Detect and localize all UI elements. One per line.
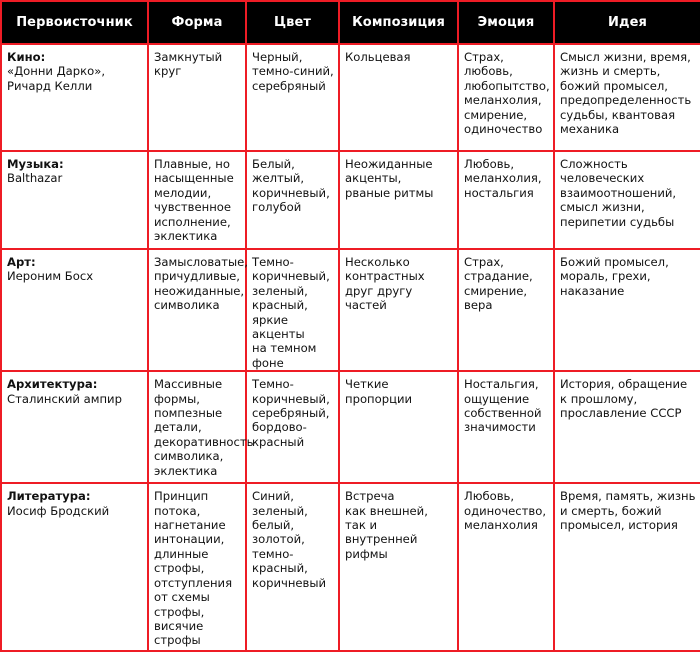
cell-color: Синий, зеленый, белый, золотой, темно- красный, коричневый: [246, 483, 339, 651]
cell-idea: История, обращение к прошлому, прославление СССР: [554, 371, 700, 483]
header-form: Форма: [148, 1, 246, 44]
source-category: Кино:: [7, 50, 46, 64]
source-category: Арт:: [7, 255, 36, 269]
cell-idea: Смысл жизни, время, жизнь и смерть, божий промысел, предопределенность судьбы, квантовая механика: [554, 44, 700, 151]
header-emotion: Эмоция: [458, 1, 554, 44]
table-body: [1, 44, 700, 651]
cell-form: Замысловатые, причудливые, неожиданные, символика: [148, 249, 246, 371]
cell-color: Темно- коричневый, серебряный, бордово- красный: [246, 371, 339, 483]
cell-source: [1, 151, 148, 249]
cell-source: [1, 44, 148, 151]
table-header: [1, 1, 700, 44]
cell-color: Темно- коричневый, зеленый, красный, яркие акценты на темном фоне: [246, 249, 339, 371]
cell-emotion: Страх, страдание, смирение, вера: [458, 249, 554, 371]
header-idea: Идея: [554, 1, 700, 44]
table-row: [1, 151, 700, 249]
cell-emotion: Любовь, одиночество, меланхолия: [458, 483, 554, 651]
cell-form: Массивные формы, помпезные детали, декоративность символика, эклектика: [148, 371, 246, 483]
cell-source: [1, 249, 148, 371]
cell-idea: Время, память, жизнь и смерть, божий промысел, история: [554, 483, 700, 651]
source-category: Музыка:: [7, 157, 64, 171]
cell-source: [1, 483, 148, 651]
cell-emotion: Любовь, меланхолия, ностальгия: [458, 151, 554, 249]
cell-composition: Неожиданные акценты, рваные ритмы: [339, 151, 458, 249]
cell-source: [1, 371, 148, 483]
cell-idea: Божий промысел, мораль, грехи, наказание: [554, 249, 700, 371]
cell-form: Замкнутый круг: [148, 44, 246, 151]
header-row: [1, 1, 700, 44]
cell-form: Принцип потока, нагнетание интонации, длинные строфы, отступления от схемы строфы, висячие строфы: [148, 483, 246, 651]
header-source: Первоисточник: [1, 1, 148, 44]
source-category: Архитектура:: [7, 377, 98, 392]
cell-composition: Кольцевая: [339, 44, 458, 151]
header-color: Цвет: [246, 1, 339, 44]
cell-composition: Четкие пропорции: [339, 371, 458, 483]
source-title: «Донни Дарко», Ричард Келли: [7, 64, 106, 93]
cell-idea: Сложность человеческих взаимоотношений, смысл жизни, перипетии судьбы: [554, 151, 700, 249]
source-title: Иероним Босх: [7, 269, 94, 284]
cell-color: Черный, темно-синий, серебряный: [246, 44, 339, 151]
cell-emotion: Страх, любовь, любопытство, меланхолия, смирение, одиночество: [458, 44, 554, 151]
table-row: [1, 44, 700, 151]
source-title: Balthazar: [7, 171, 63, 186]
header-composition: Композиция: [339, 1, 458, 44]
source-title: Иосиф Бродский: [7, 503, 110, 518]
cell-composition: Встреча как внешней, так и внутренней рифмы: [339, 483, 458, 651]
table-row: [1, 249, 700, 371]
table-row: [1, 483, 700, 651]
source-category: Литература:: [7, 489, 91, 504]
cell-emotion: Ностальгия, ощущение собственной значимости: [458, 371, 554, 483]
table-row: [1, 371, 700, 483]
source-title: Сталинский ампир: [7, 391, 122, 406]
cell-color: Белый, желтый, коричневый, голубой: [246, 151, 339, 249]
cell-form: Плавные, но насыщенные мелодии, чувственное исполнение, эклектика: [148, 151, 246, 249]
cell-composition: Несколько контрастных друг другу частей: [339, 249, 458, 371]
